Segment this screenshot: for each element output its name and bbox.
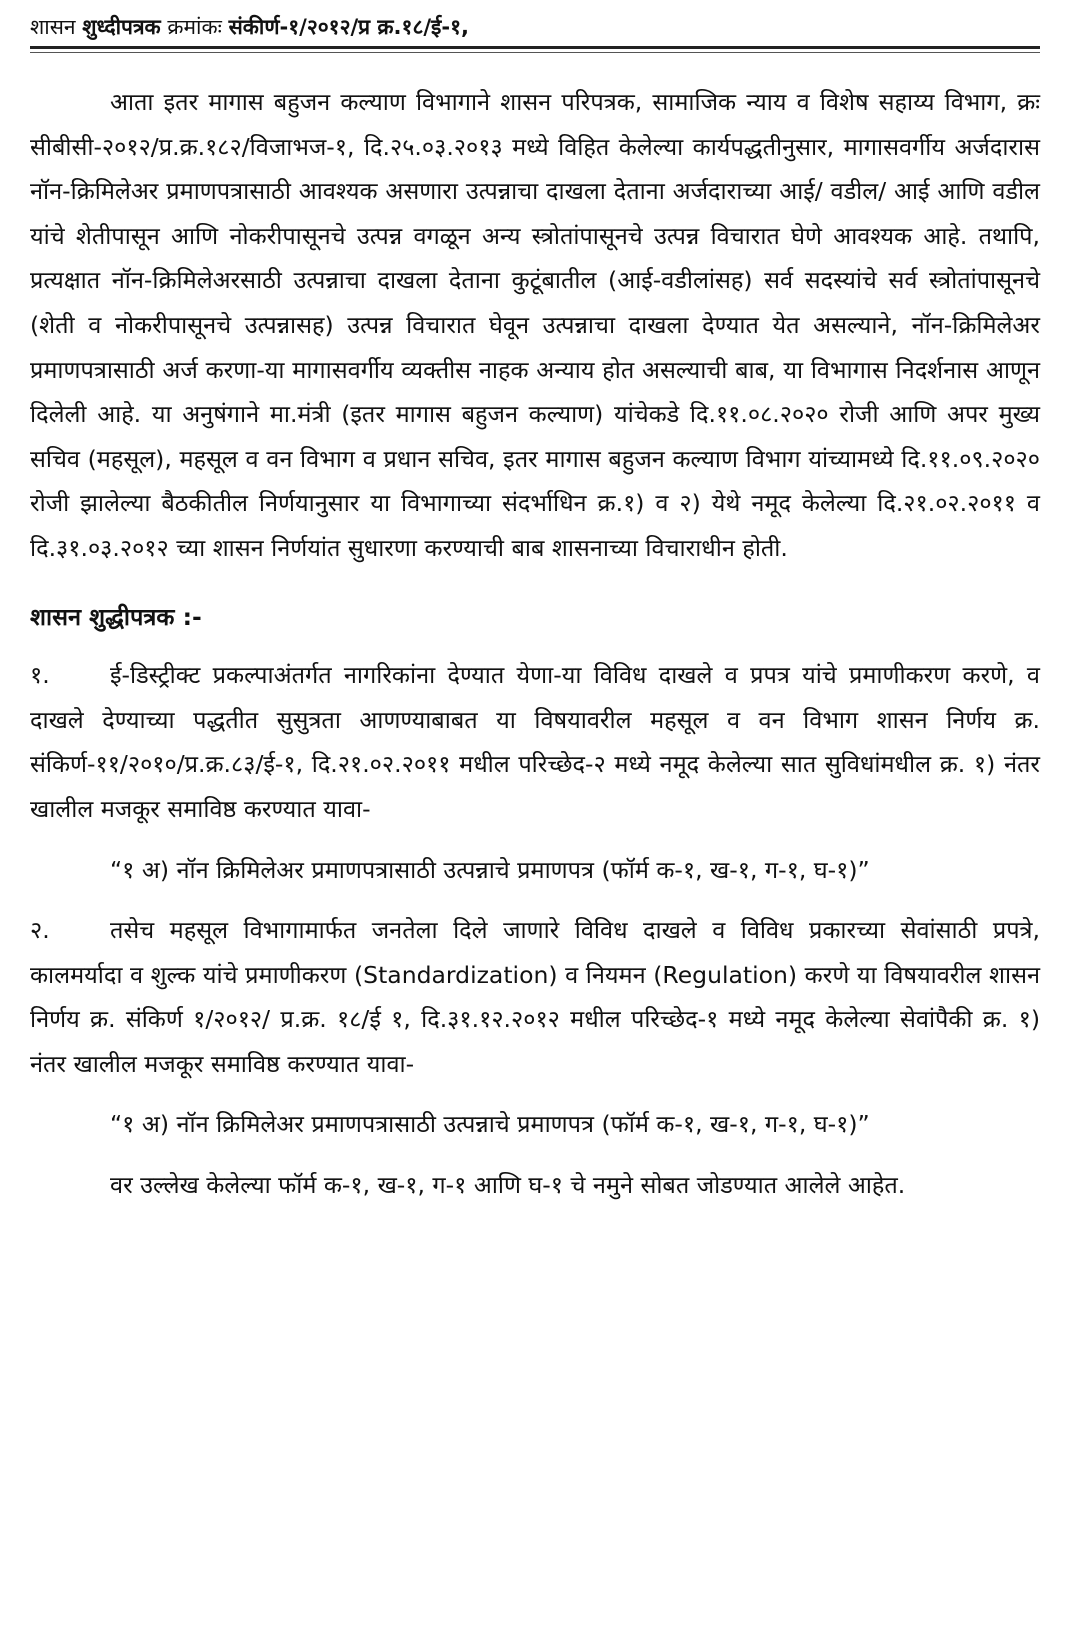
header-number-label: क्रमांकः [167, 15, 222, 39]
document-body [30, 80, 1040, 1208]
closing-paragraph: वर उल्लेख केलेल्या फॉर्म क-१, ख-१, ग-१ आणि घ-१ चे नमुने सोबत जोडण्यात आलेले आहेत. [110, 1171, 906, 1200]
page-header [30, 12, 1040, 42]
clause-number: १. [30, 661, 50, 690]
clause-quote: “१ अ) नॉन क्रिमिलेअर प्रमाणपत्रासाठी उत्पन्नाचे प्रमाणपत्र (फॉर्म क-१, ख-१, ग-१, घ-१)” [110, 1110, 870, 1139]
header-number-value: संकीर्ण-१/२०१२/प्र क्र.१८/ई-१, [228, 15, 469, 39]
clause-text: ई-डिस्ट्रीक्ट प्रकल्पाअंतर्गत नागरिकांना देण्यात येणा-या विविध दाखले व प्रपत्र यांचे प्रमाणीकरण करणे, व दाखले देण्याच्या पद्धतीत सुसुत्रता आणण्याबाबत या विषयावरील महसूल व वन विभाग शासन निर्णय क्र. संकिर्ण-११/२०१०/प्र.क्र.८३/ई-१, दि.२१.०२.२०११ मधील परिच्छेद-२ मध्ये नमूद केलेल्या सात सुविधांमधील क्र. १) नंतर खालील मजकूर समाविष्ठ करण्यात यावा- [30, 661, 1040, 823]
clause-2 [30, 908, 1040, 1147]
header-rule-thin [30, 52, 1040, 53]
header-doc-type: शुध्दीपत्रक [82, 15, 161, 39]
clause-text: तसेच महसूल विभागामार्फत जनतेला दिले जाणारे विविध दाखले व विविध प्रकारच्या सेवांसाठी प्रपत्रे, कालमर्यादा व शुल्क यांचे प्रमाणीकरण (Standardization) व नियमन (Regulation) करणे या विषयावरील शासन निर्णय क्र. संकिर्ण १/२०१२/ प्र.क्र. १८/ई १, दि.३१.१२.२०१२ मधील परिच्छेद-१ मध्ये नमूद केलेल्या सेवांपैकी क्र. १) नंतर खालील मजकूर समाविष्ठ करण्यात यावा- [30, 916, 1040, 1078]
clause-quote: “१ अ) नॉन क्रिमिलेअर प्रमाणपत्रासाठी उत्पन्नाचे प्रमाणपत्र (फॉर्म क-१, ख-१, ग-१, घ-१)” [110, 855, 870, 884]
section-heading: शासन शुद्धीपत्रक :- [30, 602, 202, 631]
header-prefix: शासन [30, 15, 76, 39]
clause-number: २. [30, 916, 50, 945]
clause-1 [30, 653, 1040, 892]
header-rule [30, 46, 1040, 49]
intro-paragraph: आता इतर मागास बहुजन कल्याण विभागाने शासन परिपत्रक, सामाजिक न्याय व विशेष सहाय्य विभाग, क्रः सीबीसी-२०१२/प्र.क्र.१८२/विजाभज-१, दि.२५.०३.२०१३ मध्ये विहित केलेल्या कार्यपद्धतीनुसार, मागासवर्गीय अर्जदारास नॉन-क्रिमिलेअर प्रमाणपत्रासाठी आवश्यक असणारा उत्पन्नाचा दाखला देताना अर्जदाराच्या आई/ वडील/ आई आणि वडील यांचे शेतीपासून आणि नोकरीपासूनचे उत्पन्न वगळून अन्य स्त्रोतांपासूनचे उत्पन्न विचारात घेणे आवश्यक आहे. तथापि, प्रत्यक्षात नॉन-क्रिमिलेअरसाठी उत्पन्नाचा दाखला देताना कुटूंबातील (आई-वडीलांसह) सर्व सदस्यांचे सर्व स्त्रोतांपासूनचे (शेती व नोकरीपासूनचे उत्पन्नासह) उत्पन्न विचारात घेवून उत्पन्नाचा दाखला देण्यात येत असल्याने, नॉन-क्रिमिलेअर प्रमाणपत्रासाठी अर्ज करणा-या मागासवर्गीय व्यक्तीस नाहक अन्याय होत असल्याची बाब, या विभागास निदर्शनास आणून दिलेली आहे. या अनुषंगाने मा.मंत्री (इतर मागास बहुजन कल्याण) यांचेकडे दि.११.०८.२०२० रोजी आणि अपर मुख्य सचिव (महसूल), महसूल व वन विभाग व प्रधान सचिव, इतर मागास बहुजन कल्याण विभाग यांच्यामध्ये दि.११.०९.२०२० रोजी झालेल्या बैठकीतील निर्णयानुसार या विभागाच्या संदर्भाधिन क्र.१) व २) येथे नमूद केलेल्या दि.२१.०२.२०११ व दि.३१.०३.२०१२ च्या शासन निर्णयांत सुधारणा करण्याची बाब शासनाच्या विचाराधीन होती. [30, 88, 1040, 562]
